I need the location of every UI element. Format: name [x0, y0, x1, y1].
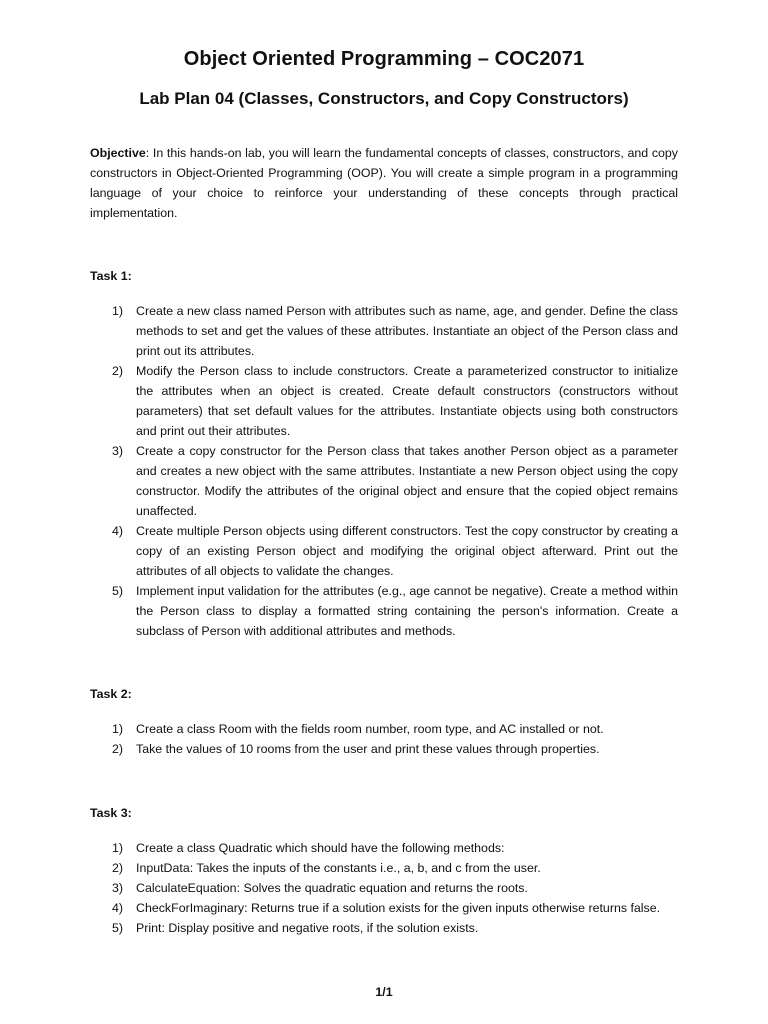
list-item-number: 3) — [112, 444, 124, 458]
document-subtitle: Lab Plan 04 (Classes, Constructors, and Copy Constructors) — [139, 89, 629, 108]
task-1-heading: Task 1: — [90, 269, 132, 283]
task-1-list — [90, 301, 678, 641]
list-item-number: 4) — [112, 524, 124, 538]
list-item — [90, 361, 678, 441]
task-2-list — [90, 719, 678, 759]
list-item-number: 1) — [112, 722, 124, 736]
list-item — [90, 898, 678, 918]
list-item — [90, 719, 678, 739]
list-item — [90, 858, 678, 878]
list-item-text: Create a copy constructor for the Person class that takes another Person object as a parameter and creates a new object with the same attributes. Instantiate a new Person object using the copy constructor. Modify the attributes of the original object and ensure that the copied object remains unaffected. — [136, 444, 678, 518]
list-item-number: 1) — [112, 841, 124, 855]
list-item-number: 1) — [112, 304, 124, 318]
list-item — [90, 918, 678, 938]
list-item-text: CalculateEquation: Solves the quadratic equation and returns the roots. — [136, 881, 528, 895]
task-2-heading: Task 2: — [90, 687, 132, 701]
list-item-text: Create a class Room with the fields room number, room type, and AC installed or not. — [136, 722, 604, 736]
list-item-text: Modify the Person class to include constructors. Create a parameterized constructor to initialize the attributes when an object is created. Create default constructors (constructors without parameters) that set default values for the attributes. Instantiate objects using both constructors and print out their attributes. — [136, 364, 678, 438]
list-item-text: InputData: Takes the inputs of the constants i.e., a, b, and c from the user. — [136, 861, 541, 875]
objective-text: : In this hands-on lab, you will learn the fundamental concepts of classes, constructors, and copy constructors in Object-Oriented Programming (OOP). You will create a simple program in a programming language of your choice to reinforce your understanding of these concepts through practical implementation. — [90, 146, 678, 220]
list-item — [90, 441, 678, 521]
list-item-text: CheckForImaginary: Returns true if a solution exists for the given inputs otherwise returns false. — [136, 901, 661, 915]
list-item — [90, 878, 678, 898]
list-item-text: Create multiple Person objects using different constructors. Test the copy constructor by creating a copy of an existing Person object and modifying the original object afterward. Print out the attributes of all objects to validate the changes. — [136, 524, 678, 578]
list-item — [90, 521, 678, 581]
list-item-text: Create a class Quadratic which should have the following methods: — [136, 841, 505, 855]
task-3-heading: Task 3: — [90, 806, 132, 820]
task-3-list — [90, 838, 678, 938]
objective-label: Objective — [90, 146, 146, 160]
list-item-number: 4) — [112, 901, 124, 915]
list-item-number: 5) — [112, 584, 124, 598]
list-item — [90, 301, 678, 361]
list-item — [90, 581, 678, 641]
objective-paragraph — [90, 143, 678, 223]
list-item-number: 3) — [112, 881, 124, 895]
list-item-text: Take the values of 10 rooms from the user and print these values through properties. — [136, 742, 600, 756]
list-item — [90, 838, 678, 858]
list-item-text: Create a new class named Person with attributes such as name, age, and gender. Define the class methods to set and get the values of these attributes. Instantiate an object of the Person class and print out its attributes. — [136, 304, 678, 358]
list-item-number: 2) — [112, 742, 124, 756]
list-item-text: Print: Display positive and negative roots, if the solution exists. — [136, 921, 479, 935]
list-item-text: Implement input validation for the attributes (e.g., age cannot be negative). Create a method within the Person class to display a formatted string containing the person's information. Create a subclass of Person with additional attributes and methods. — [136, 584, 678, 638]
list-item — [90, 739, 678, 759]
list-item-number: 5) — [112, 921, 124, 935]
page-number: 1/1 — [375, 985, 393, 999]
document-title: Object Oriented Programming – COC2071 — [183, 48, 585, 70]
list-item-number: 2) — [112, 861, 124, 875]
list-item-number: 2) — [112, 364, 124, 378]
